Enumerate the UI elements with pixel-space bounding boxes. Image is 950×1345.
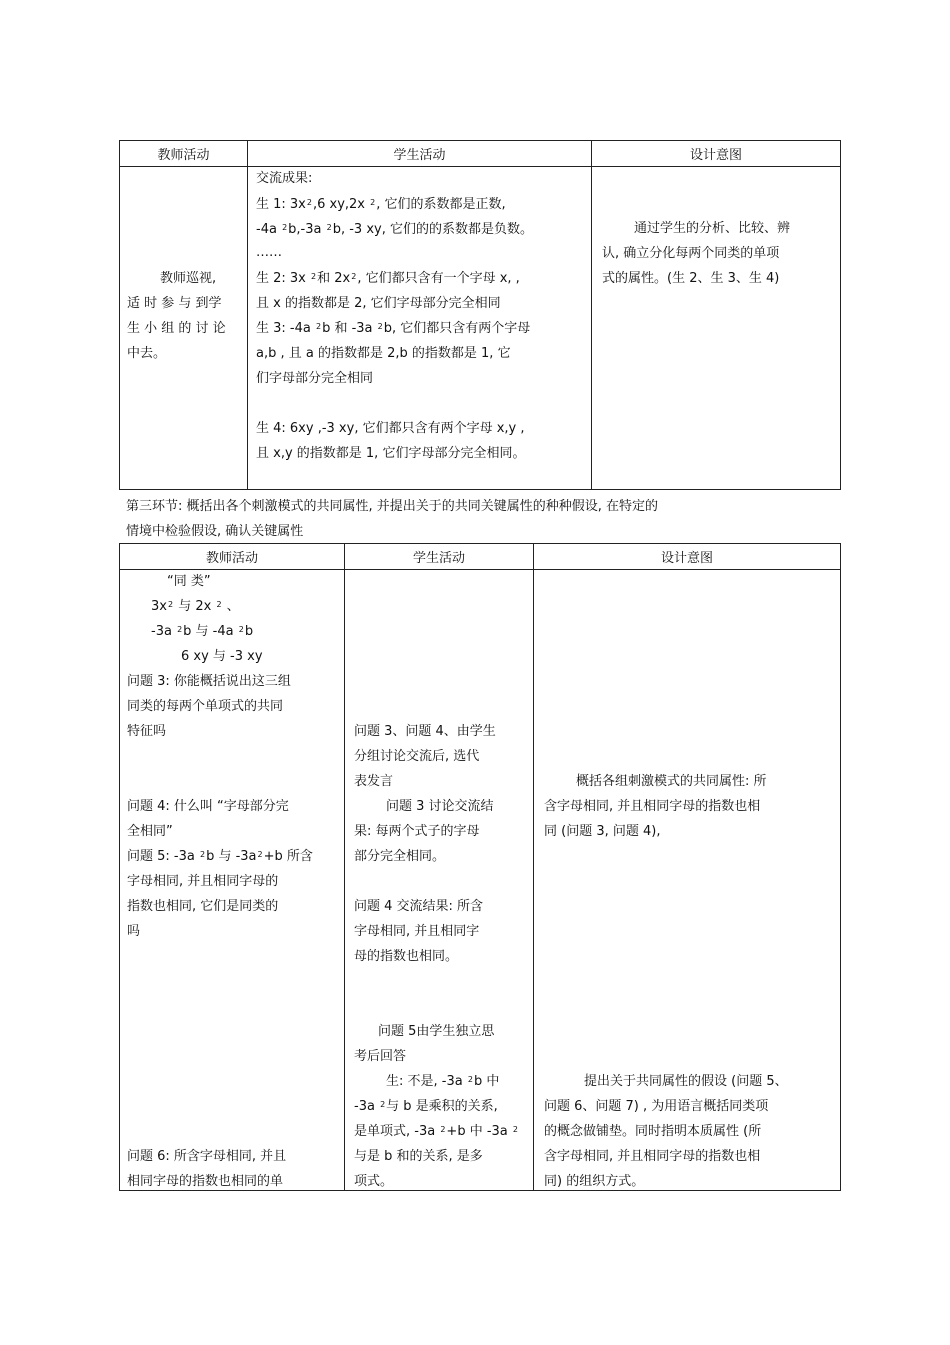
text: b, -3 xy, 它们的的系数都是负数。 [332, 222, 533, 237]
header-student-activity: 学生活动 [345, 544, 534, 570]
teacher-line: 中去。 [127, 346, 167, 361]
teacher-line: 适 时 参 与 到学 [127, 296, 222, 311]
table-header-row [120, 544, 841, 570]
design-line: 通过学生的分析、比较、辨 [634, 221, 791, 236]
design-line: 概括各组刺激模式的共同属性: 所 [576, 774, 767, 789]
exponent: 2 [306, 198, 312, 207]
exponent: 2 [512, 1125, 518, 1134]
section-heading-line-2: 情境中检验假设, 确认关键属性 [126, 524, 304, 539]
header-design-intent: 设计意图 [592, 141, 841, 167]
text: b 中 [473, 1074, 500, 1089]
question-6-line-2: 相同字母的指数也相同的单 [127, 1174, 284, 1189]
exponent: 2 [467, 1075, 473, 1084]
table-row [120, 570, 841, 1191]
example-row-3: 6 xy 与 -3 xy [181, 649, 263, 664]
text: +b 中 -3a [446, 1124, 512, 1139]
text: 与 b 是乘积的关系, [386, 1099, 498, 1114]
header-teacher-activity: 教师活动 [120, 141, 248, 167]
student-3-line-3: 们字母部分完全相同 [256, 371, 374, 386]
teacher-activity-cell [120, 570, 345, 1191]
question-5-line-4: 吗 [127, 924, 141, 939]
exponent: 2 [440, 1125, 446, 1134]
text: 生: 不是, -3a [386, 1074, 467, 1089]
student-line: 问题 4 交流结果: 所含 [354, 899, 484, 914]
example-row-2 [151, 624, 253, 641]
question-3-line-3: 特征吗 [127, 724, 167, 739]
student-answer-line-2 [354, 1099, 498, 1116]
header-teacher-activity: 教师活动 [120, 544, 345, 570]
student-answer-line-5: 项式。 [354, 1174, 394, 1189]
design-intent-cell [534, 570, 841, 1191]
text: 生 1: 3x [256, 197, 306, 212]
student-1-line-1 [256, 197, 506, 214]
text: -3a [354, 1099, 380, 1114]
text: 3x [151, 599, 167, 614]
text: , 它们的系数都是正数, [376, 197, 506, 212]
teacher-line: 教师巡视, [160, 271, 217, 286]
text: -3a [151, 624, 177, 639]
teacher-activity-cell [120, 167, 248, 490]
student-3-line-2: a,b , 且 a 的指数都是 2,b 的指数都是 1, 它 [256, 346, 511, 361]
student-line: 字母相同, 并且相同字 [354, 924, 480, 939]
exponent: 2 [177, 625, 183, 634]
exponent: 2 [370, 198, 376, 207]
student-4-line-2: 且 x,y 的指数都是 1, 它们字母部分完全相同。 [256, 446, 526, 461]
question-4-line-1: 问题 4: 什么叫 “字母部分完 [127, 799, 289, 814]
activity-table-2 [119, 543, 841, 1191]
design-line: 含字母相同, 并且相同字母的指数也相 [544, 1149, 761, 1164]
exponent: 2 [238, 625, 244, 634]
student-line: 部分完全相同。 [354, 849, 446, 864]
design-line: 提出关于共同属性的假设 (问题 5、 [584, 1074, 788, 1089]
design-line: 问题 6、问题 7) , 为用语言概括同类项 [544, 1099, 769, 1114]
student-line: 表发言 [354, 774, 394, 789]
question-3-line-2: 同类的每两个单项式的共同 [127, 699, 284, 714]
text: 生 3: -4a [256, 321, 315, 336]
student-1-line-2 [256, 222, 533, 239]
exponent: 2 [315, 322, 322, 331]
student-answer-line-4: 与是 b 和的关系, 是多 [354, 1149, 483, 1164]
design-intent-cell [592, 167, 841, 490]
text: 问题 5: -3a [127, 849, 199, 864]
exponent: 2 [380, 1100, 386, 1109]
student-line: 母的指数也相同。 [354, 949, 459, 964]
student-line: 问题 5由学生独立思 [378, 1024, 495, 1039]
student-activity-cell [345, 570, 534, 1191]
ellipsis: …… [256, 245, 282, 260]
text: -4a [256, 222, 282, 237]
student-line: 问题 3 讨论交流结 [386, 799, 494, 814]
student-3-line-1 [256, 321, 530, 338]
header-student-activity: 学生活动 [248, 141, 592, 167]
exponent: 2 [326, 223, 332, 232]
student-2-line-2: 且 x 的指数都是 2, 它们字母部分完全相同 [256, 296, 501, 311]
exponent: 2 [377, 322, 383, 331]
student-line: 问题 3、问题 4、由学生 [354, 724, 496, 739]
design-line: 式的属性。(生 2、生 3、生 4) [602, 271, 780, 286]
text: ,6 xy,2x [312, 197, 370, 212]
student-activity-cell [248, 167, 592, 490]
student-2-line-1 [256, 271, 520, 288]
student-answer-line-3 [354, 1124, 519, 1141]
exponent: 2 [216, 600, 222, 609]
question-6-line-1: 问题 6: 所含字母相同, 并且 [127, 1149, 287, 1164]
design-line: 认, 确立分化每两个同类的单项 [602, 246, 780, 261]
question-5-line-3: 指数也相同, 它们是同类的 [127, 899, 279, 914]
design-line: 同 (问题 3, 问题 4), [544, 824, 661, 839]
exponent: 2 [282, 223, 288, 232]
student-4-line-1: 生 4: 6xy ,-3 xy, 它们都只含有两个字母 x,y , [256, 421, 525, 436]
question-4-line-2: 全相同” [127, 824, 173, 839]
exchange-results-label: 交流成果: [256, 171, 313, 186]
same-kind-title: “同 类” [167, 574, 211, 589]
text: 、 [222, 599, 240, 614]
design-line: 同) 的组织方式。 [544, 1174, 645, 1189]
question-3-line-1: 问题 3: 你能概括说出这三组 [127, 674, 291, 689]
student-answer-line-1 [386, 1074, 499, 1091]
student-line: 考后回答 [354, 1049, 407, 1064]
text: b 和 -3a [322, 321, 377, 336]
section-heading-line-1: 第三环节: 概括出各个刺激模式的共同属性, 并提出关于的共同关键属性的种种假设, 在特定的 [126, 499, 659, 514]
student-line: 分组讨论交流后, 选代 [354, 749, 480, 764]
text: b [244, 624, 254, 639]
text: 生 2: 3x [256, 271, 311, 286]
table-header-row [120, 141, 841, 167]
text: b 与 -4a [183, 624, 238, 639]
exponent: 2 [167, 600, 174, 609]
text: 是单项式, -3a [354, 1124, 440, 1139]
question-5-line-2: 字母相同, 并且相同字母的 [127, 874, 279, 889]
question-5-line-1 [127, 849, 313, 866]
text: 与 2x [174, 599, 216, 614]
text: b 与 -3a [206, 849, 257, 864]
table-row [120, 167, 841, 490]
text: +b 所含 [263, 849, 313, 864]
exponent: 2 [199, 850, 206, 859]
student-line: 果: 每两个式子的字母 [354, 824, 480, 839]
teacher-line: 生 小 组 的 讨 论 [127, 321, 226, 336]
exponent: 2 [311, 272, 317, 281]
activity-table-1 [119, 140, 841, 490]
text: 和 2x [317, 271, 351, 286]
header-design-intent: 设计意图 [534, 544, 841, 570]
exponent: 2 [257, 850, 263, 859]
text: , 它们都只含有一个字母 x, , [357, 271, 520, 286]
design-line: 的概念做铺垫。同时指明本质属性 (所 [544, 1124, 762, 1139]
text: b,-3a [288, 222, 326, 237]
text: b, 它们都只含有两个字母 [383, 321, 531, 336]
exponent: 2 [351, 272, 357, 281]
design-line: 含字母相同, 并且相同字母的指数也相 [544, 799, 761, 814]
example-row-1 [151, 599, 240, 616]
